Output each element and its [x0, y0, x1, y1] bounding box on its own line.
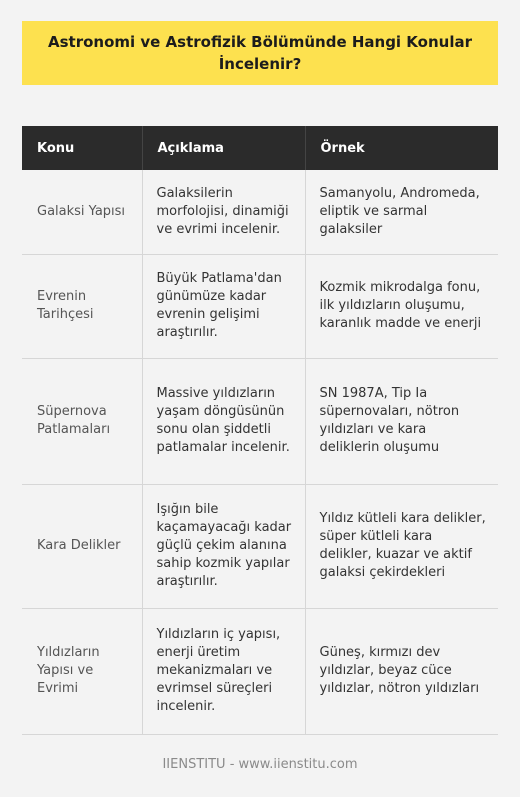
cell-ornek: SN 1987A, Tip Ia süpernovaları, nötron yıldızları ve kara deliklerin oluşumu	[305, 358, 498, 484]
cell-konu: Yıldızların Yapısı ve Evrimi	[22, 608, 142, 734]
page-title: Astronomi ve Astrofizik Bölümünde Hangi Konular İncelenir?	[48, 33, 472, 73]
title-banner	[22, 21, 498, 85]
header-aciklama: Açıklama	[142, 126, 305, 170]
cell-aciklama: Işığın bile kaçamayacağı kadar güçlü çekim alanına sahip kozmik yapılar araştırılır.	[142, 484, 305, 608]
cell-aciklama: Büyük Patlama'dan günümüze kadar evrenin gelişimi araştırılır.	[142, 254, 305, 358]
table-row	[22, 170, 498, 254]
cell-ornek: Samanyolu, Andromeda, eliptik ve sarmal galaksiler	[305, 170, 498, 254]
cell-ornek: Güneş, kırmızı dev yıldızlar, beyaz cüce yıldızlar, nötron yıldızları	[305, 608, 498, 734]
cell-konu: Galaksi Yapısı	[22, 170, 142, 254]
cell-aciklama: Massive yıldızların yaşam döngüsünün sonu olan şiddetli patlamalar incelenir.	[142, 358, 305, 484]
table-row	[22, 358, 498, 484]
cell-aciklama: Yıldızların iç yapısı, enerji üretim mekanizmaları ve evrimsel süreçleri incelenir.	[142, 608, 305, 734]
cell-ornek: Kozmik mikrodalga fonu, ilk yıldızların oluşumu, karanlık madde ve enerji	[305, 254, 498, 358]
cell-konu: Kara Delikler	[22, 484, 142, 608]
cell-konu: Evrenin Tarihçesi	[22, 254, 142, 358]
topics-table	[22, 126, 498, 735]
cell-ornek: Yıldız kütleli kara delikler, süper kütleli kara delikler, kuazar ve aktif galaksi çekirdekleri	[305, 484, 498, 608]
table-header-row	[22, 126, 498, 170]
cell-konu: Süpernova Patlamaları	[22, 358, 142, 484]
table-row	[22, 608, 498, 734]
header-konu: Konu	[22, 126, 142, 170]
table-row	[22, 484, 498, 608]
cell-aciklama: Galaksilerin morfolojisi, dinamiği ve evrimi incelenir.	[142, 170, 305, 254]
header-ornek: Örnek	[305, 126, 498, 170]
footer-credit: IIENSTITU - www.iienstitu.com	[162, 757, 358, 772]
table-row	[22, 254, 498, 358]
